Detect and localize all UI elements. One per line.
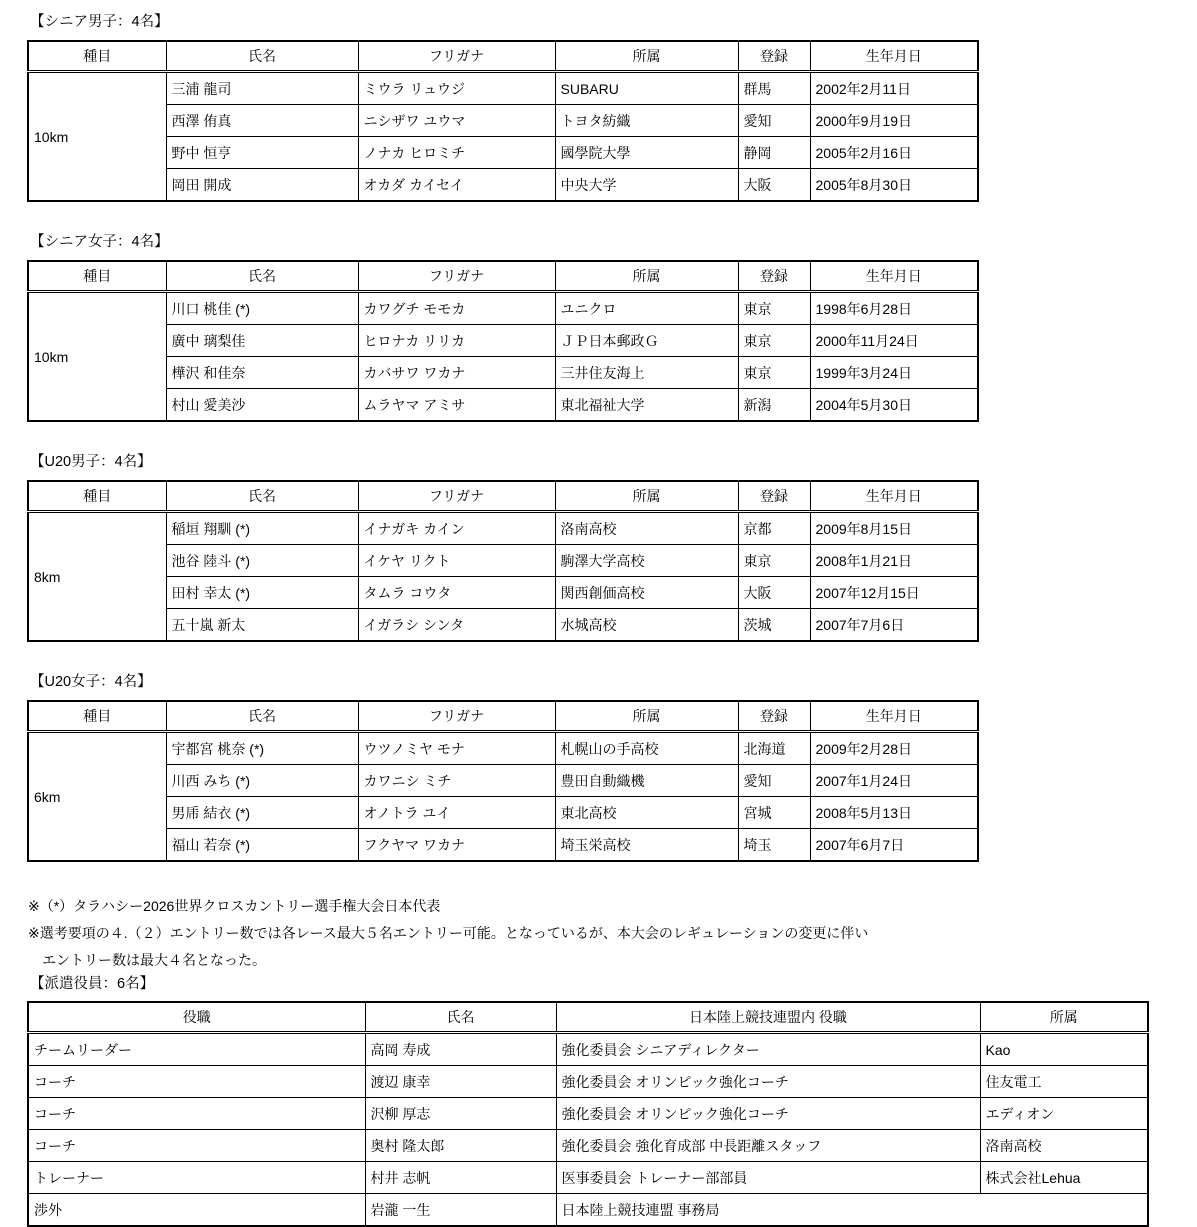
team-cell: SUBARU	[555, 72, 738, 105]
team-cell: 札幌山の手高校	[555, 732, 738, 765]
header-row	[28, 1002, 1148, 1033]
team-cell: 中央大学	[555, 169, 738, 202]
kana-cell: カワニシ ミチ	[358, 765, 555, 797]
federation-role-cell: 日本陸上競技連盟 事務局	[556, 1194, 1148, 1227]
roster-table-senior-men	[27, 40, 979, 202]
header-name: 氏名	[166, 41, 358, 72]
header-affiliation: 所属	[555, 481, 738, 512]
name-cell: 三浦 龍司	[166, 72, 358, 105]
kana-cell: ミウラ リュウジ	[358, 72, 555, 105]
kana-cell: カバサワ ワカナ	[358, 357, 555, 389]
name-cell: 田村 幸太 (*)	[166, 577, 358, 609]
notes	[28, 893, 1197, 974]
registration-cell: 東京	[738, 292, 810, 325]
table-row	[28, 512, 978, 545]
name-cell: 樺沢 和佳奈	[166, 357, 358, 389]
birthdate-cell: 1998年6月28日	[810, 292, 978, 325]
table-row	[28, 1066, 1148, 1098]
team-cell: 駒澤大学高校	[555, 545, 738, 577]
birthdate-cell: 2007年6月7日	[810, 829, 978, 862]
header-affiliation: 所属	[980, 1002, 1148, 1033]
table-row	[28, 72, 978, 105]
registration-cell: 東京	[738, 325, 810, 357]
kana-cell: イガラシ シンタ	[358, 609, 555, 642]
roster-section-senior-women	[27, 233, 1197, 422]
name-cell: 村井 志帆	[365, 1162, 556, 1194]
team-cell: 三井住友海上	[555, 357, 738, 389]
note-entry-rule-line2: エントリー数は最大４名となった。	[28, 952, 266, 968]
name-cell: 男乕 結衣 (*)	[166, 797, 358, 829]
role-cell: コーチ	[28, 1098, 365, 1130]
table-row	[28, 545, 978, 577]
table-row	[28, 325, 978, 357]
birthdate-cell: 2007年12月15日	[810, 577, 978, 609]
name-cell: 渡辺 康幸	[365, 1066, 556, 1098]
section-title-senior-women: 【シニア女子：4名】	[30, 234, 169, 250]
roster-section-senior-men	[27, 13, 1197, 202]
kana-cell: ウツノミヤ モナ	[358, 732, 555, 765]
registration-cell: 東京	[738, 357, 810, 389]
birthdate-cell: 2000年9月19日	[810, 105, 978, 137]
header-role: 役職	[28, 1002, 365, 1033]
name-cell: 稲垣 翔馴 (*)	[166, 512, 358, 545]
header-affiliation: 所属	[555, 261, 738, 292]
staff-table	[27, 1001, 1149, 1227]
role-cell: コーチ	[28, 1066, 365, 1098]
table-row	[28, 1033, 1148, 1066]
role-cell: チームリーダー	[28, 1033, 365, 1066]
event-cell: 8km	[28, 512, 166, 642]
federation-role-cell: 強化委員会 シニアディレクター	[556, 1033, 980, 1066]
table-row	[28, 169, 978, 202]
role-cell: コーチ	[28, 1130, 365, 1162]
org-cell: エディオン	[980, 1098, 1148, 1130]
roster-section-u20-women	[27, 673, 1197, 862]
table-row	[28, 292, 978, 325]
kana-cell: ムラヤマ アミサ	[358, 389, 555, 422]
role-cell: トレーナー	[28, 1162, 365, 1194]
birthdate-cell: 2007年1月24日	[810, 765, 978, 797]
name-cell: 五十嵐 新太	[166, 609, 358, 642]
event-cell: 10km	[28, 72, 166, 202]
header-registration: 登録	[738, 261, 810, 292]
kana-cell: オノトラ ユイ	[358, 797, 555, 829]
name-cell: 廣中 璃梨佳	[166, 325, 358, 357]
name-cell: 野中 恒亨	[166, 137, 358, 169]
header-name: 氏名	[365, 1002, 556, 1033]
registration-cell: 愛知	[738, 105, 810, 137]
table-row	[28, 389, 978, 422]
section-title-u20-men: 【U20男子：4名】	[30, 454, 152, 470]
header-registration: 登録	[738, 481, 810, 512]
birthdate-cell: 2002年2月11日	[810, 72, 978, 105]
table-row	[28, 1130, 1148, 1162]
table-row	[28, 609, 978, 642]
registration-cell: 新潟	[738, 389, 810, 422]
header-furigana: フリガナ	[358, 701, 555, 732]
header-registration: 登録	[738, 701, 810, 732]
birthdate-cell: 2008年1月21日	[810, 545, 978, 577]
team-cell: トヨタ紡織	[555, 105, 738, 137]
table-row	[28, 357, 978, 389]
header-row	[28, 261, 978, 292]
roster-table-u20-men	[27, 480, 979, 642]
table-row	[28, 1162, 1148, 1194]
table-row	[28, 577, 978, 609]
table-row	[28, 137, 978, 169]
team-cell: 國學院大學	[555, 137, 738, 169]
header-event: 種目	[28, 701, 166, 732]
header-row	[28, 41, 978, 72]
team-cell: 関西創価高校	[555, 577, 738, 609]
name-cell: 村山 愛美沙	[166, 389, 358, 422]
header-birthdate: 生年月日	[810, 481, 978, 512]
team-cell: ＪＰ日本郵政Ｇ	[555, 325, 738, 357]
org-cell: 住友電工	[980, 1066, 1148, 1098]
registration-cell: 北海道	[738, 732, 810, 765]
registration-cell: 大阪	[738, 169, 810, 202]
roster-table-u20-women	[27, 700, 979, 862]
header-birthdate: 生年月日	[810, 261, 978, 292]
federation-role-cell: 医事委員会 トレーナー部部員	[556, 1162, 980, 1194]
team-cell: ユニクロ	[555, 292, 738, 325]
role-cell: 渉外	[28, 1194, 365, 1227]
header-furigana: フリガナ	[358, 41, 555, 72]
birthdate-cell: 2008年5月13日	[810, 797, 978, 829]
registration-cell: 群馬	[738, 72, 810, 105]
team-cell: 水城高校	[555, 609, 738, 642]
header-event: 種目	[28, 261, 166, 292]
kana-cell: ニシザワ ユウマ	[358, 105, 555, 137]
roster-section-u20-men	[27, 453, 1197, 642]
registration-cell: 静岡	[738, 137, 810, 169]
name-cell: 川西 みち (*)	[166, 765, 358, 797]
name-cell: 川口 桃佳 (*)	[166, 292, 358, 325]
table-row	[28, 105, 978, 137]
birthdate-cell: 2007年7月6日	[810, 609, 978, 642]
name-cell: 宇都宮 桃奈 (*)	[166, 732, 358, 765]
team-cell: 東北高校	[555, 797, 738, 829]
header-birthdate: 生年月日	[810, 701, 978, 732]
kana-cell: フクヤマ ワカナ	[358, 829, 555, 862]
name-cell: 池谷 陸斗 (*)	[166, 545, 358, 577]
header-affiliation: 所属	[555, 41, 738, 72]
birthdate-cell: 2005年2月16日	[810, 137, 978, 169]
header-name: 氏名	[166, 261, 358, 292]
table-row	[28, 1098, 1148, 1130]
header-federation-role: 日本陸上競技連盟内 役職	[556, 1002, 980, 1033]
birthdate-cell: 2009年8月15日	[810, 512, 978, 545]
kana-cell: カワグチ モモカ	[358, 292, 555, 325]
header-name: 氏名	[166, 481, 358, 512]
table-row	[28, 765, 978, 797]
table-row	[28, 829, 978, 862]
header-row	[28, 701, 978, 732]
name-cell: 沢柳 厚志	[365, 1098, 556, 1130]
section-title-u20-women: 【U20女子：4名】	[30, 674, 152, 690]
header-affiliation: 所属	[555, 701, 738, 732]
header-birthdate: 生年月日	[810, 41, 978, 72]
registration-cell: 埼玉	[738, 829, 810, 862]
birthdate-cell: 2005年8月30日	[810, 169, 978, 202]
name-cell: 高岡 寿成	[365, 1033, 556, 1066]
header-event: 種目	[28, 481, 166, 512]
note-representative: ※（*）タラハシー2026世界クロスカントリー選手権大会日本代表	[28, 898, 441, 914]
birthdate-cell: 2000年11月24日	[810, 325, 978, 357]
section-title-staff: 【派遣役員：6名】	[30, 976, 155, 992]
note-entry-rule-line1: ※選考要項の４.（２）エントリー数では各レース最大５名エントリー可能。となっているが、本大会のレギュレーションの変更に伴い	[28, 925, 869, 941]
org-cell: 株式会社Lehua	[980, 1162, 1148, 1194]
table-row	[28, 1194, 1148, 1227]
registration-cell: 茨城	[738, 609, 810, 642]
name-cell: 岩瀧 一生	[365, 1194, 556, 1227]
name-cell: 福山 若奈 (*)	[166, 829, 358, 862]
registration-cell: 大阪	[738, 577, 810, 609]
table-row	[28, 732, 978, 765]
registration-cell: 東京	[738, 545, 810, 577]
roster-table-senior-women	[27, 260, 979, 422]
table-row	[28, 797, 978, 829]
registration-cell: 宮城	[738, 797, 810, 829]
registration-cell: 愛知	[738, 765, 810, 797]
team-cell: 洛南高校	[555, 512, 738, 545]
team-cell: 埼玉栄高校	[555, 829, 738, 862]
event-cell: 6km	[28, 732, 166, 862]
birthdate-cell: 1999年3月24日	[810, 357, 978, 389]
birthdate-cell: 2009年2月28日	[810, 732, 978, 765]
kana-cell: ヒロナカ リリカ	[358, 325, 555, 357]
header-registration: 登録	[738, 41, 810, 72]
header-event: 種目	[28, 41, 166, 72]
registration-cell: 京都	[738, 512, 810, 545]
header-furigana: フリガナ	[358, 481, 555, 512]
header-name: 氏名	[166, 701, 358, 732]
org-cell: Kao	[980, 1033, 1148, 1066]
kana-cell: イナガキ カイン	[358, 512, 555, 545]
event-cell: 10km	[28, 292, 166, 422]
kana-cell: ノナカ ヒロミチ	[358, 137, 555, 169]
name-cell: 岡田 開成	[166, 169, 358, 202]
federation-role-cell: 強化委員会 オリンピック強化コーチ	[556, 1098, 980, 1130]
name-cell: 西澤 侑真	[166, 105, 358, 137]
birthdate-cell: 2004年5月30日	[810, 389, 978, 422]
org-cell: 洛南高校	[980, 1130, 1148, 1162]
team-cell: 豊田自動織機	[555, 765, 738, 797]
header-furigana: フリガナ	[358, 261, 555, 292]
team-cell: 東北福祉大学	[555, 389, 738, 422]
header-row	[28, 481, 978, 512]
kana-cell: オカダ カイセイ	[358, 169, 555, 202]
section-title-senior-men: 【シニア男子：4名】	[30, 14, 169, 30]
staff-section	[27, 975, 1197, 1227]
federation-role-cell: 強化委員会 強化育成部 中長距離スタッフ	[556, 1130, 980, 1162]
kana-cell: イケヤ リクト	[358, 545, 555, 577]
name-cell: 奥村 隆太郎	[365, 1130, 556, 1162]
kana-cell: タムラ コウタ	[358, 577, 555, 609]
federation-role-cell: 強化委員会 オリンピック強化コーチ	[556, 1066, 980, 1098]
